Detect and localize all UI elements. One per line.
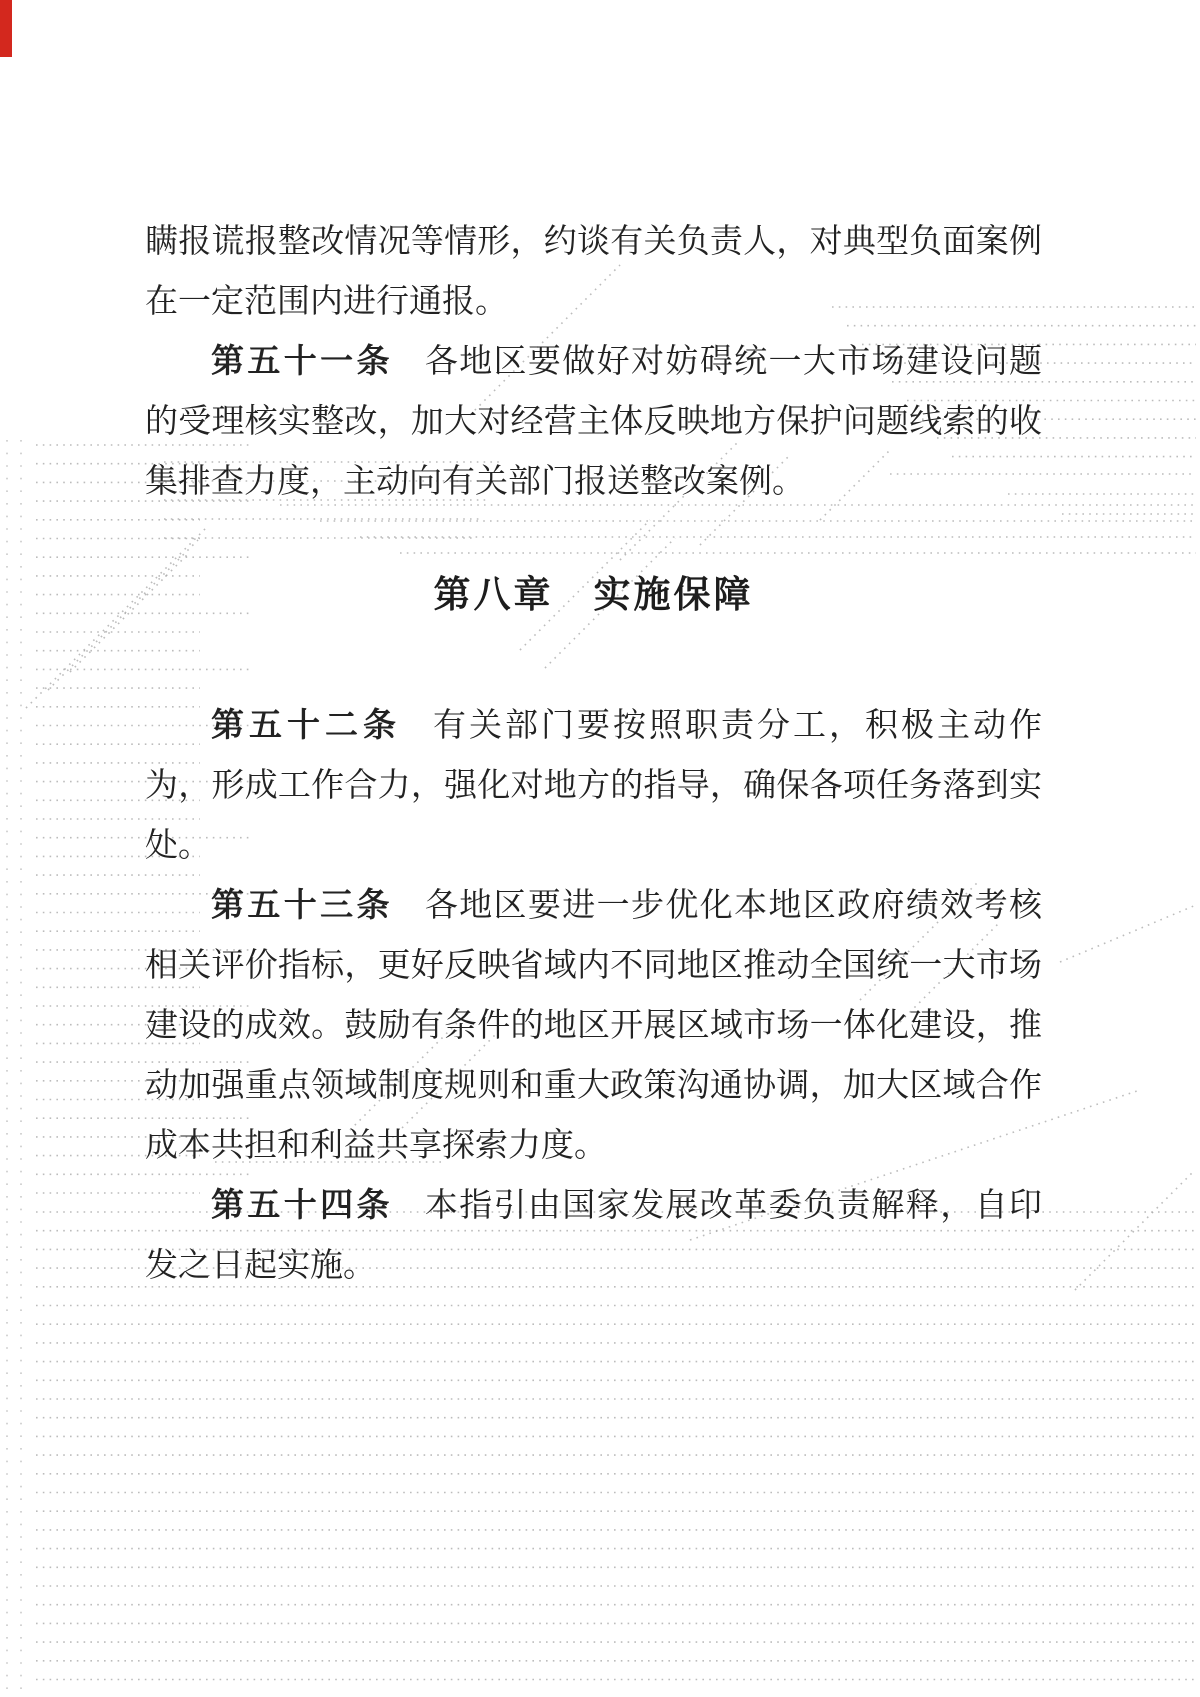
paragraph-continuation: 瞒报谎报整改情况等情形，约谈有关负责人，对典型负面案例在一定范围内进行通报。 <box>145 224 1042 320</box>
article-51-label: 第五十一条 <box>211 344 393 380</box>
article-54-paragraph <box>145 1176 1042 1296</box>
article-51-text: 各地区要做好对妨碍统一大市场建设问题的受理核实整改，加大对经营主体反映地方保护问题线索的收集排查力度，主动向有关部门报送整改案例。 <box>145 344 1043 500</box>
document-body <box>145 212 1042 1296</box>
chapter-heading: 第八章 实施保障 <box>433 575 754 616</box>
article-52-label: 第五十二条 <box>211 708 401 744</box>
article-51-paragraph <box>145 332 1042 512</box>
article-54-label: 第五十四条 <box>211 1188 393 1224</box>
red-scan-mark <box>0 0 12 57</box>
article-53-text: 各地区要进一步优化本地区政府绩效考核相关评价指标，更好反映省域内不同地区推动全国统一大市场建设的成效。鼓励有条件的地区开展区域市场一体化建设，推动加强重点领域制度规则和重大政策沟通协调，加大区域合作成本共担和利益共享探索力度。 <box>145 888 1043 1164</box>
article-53-paragraph <box>145 876 1042 1176</box>
article-53-label: 第五十三条 <box>211 888 393 924</box>
article-54-text: 本指引由国家发展改革委负责解释，自印发之日起实施。 <box>145 1188 1043 1284</box>
article-52-text: 有关部门要按照职责分工，积极主动作为，形成工作合力，强化对地方的指导，确保各项任务落到实处。 <box>145 708 1042 864</box>
article-52-paragraph <box>145 696 1042 876</box>
